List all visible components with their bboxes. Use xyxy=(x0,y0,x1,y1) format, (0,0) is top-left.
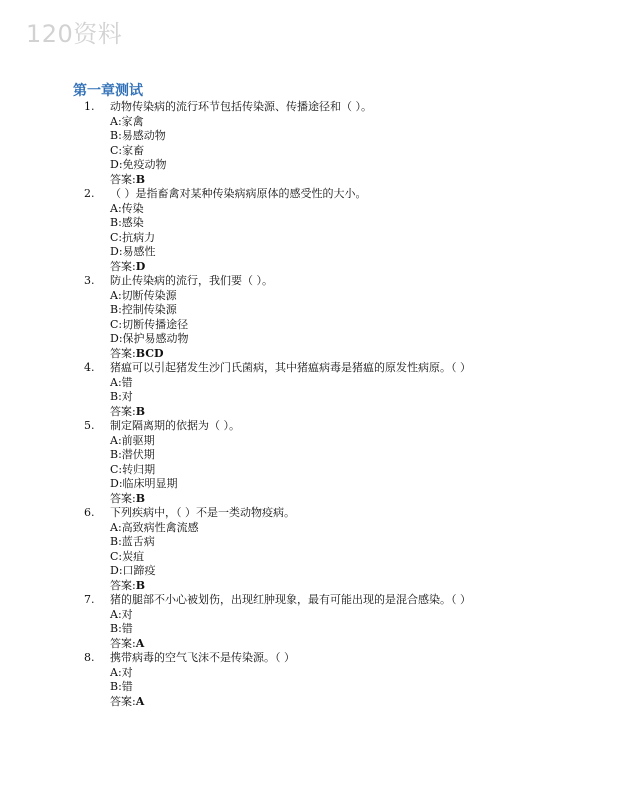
question-text: 猪瘟可以引起猪发生沙门氏菌病，其中猪瘟病毒是猪瘟的原发性病原。（ ） xyxy=(110,361,471,374)
answer-option: B:对 xyxy=(110,390,133,403)
answer-value: B xyxy=(135,491,146,505)
question-text: 制定隔离期的依据为（ ）。 xyxy=(110,419,240,432)
answer-value: B xyxy=(135,578,146,592)
answer-line xyxy=(0,347,618,362)
answer-option: B:潜伏期 xyxy=(110,448,155,461)
question-item xyxy=(0,274,618,361)
answer-label: 答案: xyxy=(110,694,136,708)
answer-option: D:口蹄疫 xyxy=(110,564,156,577)
answer-line xyxy=(0,579,618,594)
answer-option: B:错 xyxy=(110,622,133,635)
answer-label: 答案: xyxy=(110,636,136,650)
question-text: 动物传染病的流行环节包括传染源、传播途径和（ ）。 xyxy=(110,100,372,113)
watermark: 120资料 xyxy=(26,20,123,48)
answer-option: D:免疫动物 xyxy=(110,158,167,171)
answer-label: 答案: xyxy=(110,259,136,273)
answer-line xyxy=(0,173,618,188)
question-line xyxy=(0,593,618,608)
answer-option: A:传染 xyxy=(110,201,144,215)
question-text: 下列疾病中，（ ）不是一类动物疫病。 xyxy=(110,506,295,519)
question-line xyxy=(0,187,618,202)
answer-value: A xyxy=(135,694,145,708)
question-text: 携带病毒的空气飞沫不是传染源。（ ） xyxy=(110,651,295,664)
question-item xyxy=(0,187,618,274)
question-number: 2. xyxy=(84,187,95,200)
answer-line xyxy=(0,260,618,275)
answer-value: BCD xyxy=(135,346,164,360)
question-line xyxy=(0,419,618,434)
answer-option: A:高致病性禽流感 xyxy=(110,520,199,534)
answer-option: A:家禽 xyxy=(110,114,144,128)
answer-label: 答案: xyxy=(110,346,136,360)
answer-option: B:易感动物 xyxy=(110,129,166,142)
answer-option: A:对 xyxy=(110,665,133,679)
chapter-title: 第一章测试 xyxy=(73,83,143,99)
answer-option: A:错 xyxy=(110,375,133,389)
answer-option: C:家畜 xyxy=(110,143,145,157)
question-line xyxy=(0,506,618,521)
answer-option: D:临床明显期 xyxy=(110,477,178,490)
answer-line xyxy=(0,492,618,507)
answer-option: A:对 xyxy=(110,607,133,621)
question-number: 3. xyxy=(84,274,95,287)
question-text: 防止传染病的流行，我们要（ ）。 xyxy=(110,274,273,287)
question-line xyxy=(0,100,618,115)
question-text: （ ）是指畜禽对某种传染病病原体的感受性的大小。 xyxy=(110,187,367,200)
answer-line xyxy=(0,405,618,420)
answer-option: B:蓝舌病 xyxy=(110,535,155,548)
answer-option: C:转归期 xyxy=(110,462,156,476)
answer-line xyxy=(0,695,618,710)
question-line xyxy=(0,651,618,666)
question-text: 猪的腿部不小心被划伤，出现红肿现象，最有可能出现的是混合感染。（ ） xyxy=(110,593,471,606)
answer-option: A:前驱期 xyxy=(110,433,155,447)
answer-option: B:控制传染源 xyxy=(110,303,177,316)
question-item xyxy=(0,651,618,709)
answer-option: B:错 xyxy=(110,680,133,693)
answer-option: D:保护易感动物 xyxy=(110,332,189,345)
question-number: 6. xyxy=(84,506,95,519)
question-number: 7. xyxy=(84,593,95,606)
answer-label: 答案: xyxy=(110,578,136,592)
answer-option: C:炭疽 xyxy=(110,549,145,563)
question-number: 5. xyxy=(84,419,95,432)
answer-value: B xyxy=(135,404,146,418)
question-number: 8. xyxy=(84,651,95,664)
answer-label: 答案: xyxy=(110,491,136,505)
answer-option: A:切断传染源 xyxy=(110,288,177,302)
question-line xyxy=(0,361,618,376)
question-line xyxy=(0,274,618,289)
answer-value: D xyxy=(135,259,146,273)
answer-label: 答案: xyxy=(110,404,136,418)
question-item xyxy=(0,419,618,506)
question-item xyxy=(0,100,618,187)
answer-label: 答案: xyxy=(110,172,136,186)
answer-value: B xyxy=(135,172,146,186)
answer-line xyxy=(0,637,618,652)
question-item xyxy=(0,506,618,593)
question-item xyxy=(0,593,618,651)
answer-value: A xyxy=(135,636,145,650)
question-number: 1. xyxy=(84,100,95,113)
question-list xyxy=(0,100,618,709)
question-number: 4. xyxy=(84,361,95,374)
question-item xyxy=(0,361,618,419)
answer-option: C:抗病力 xyxy=(110,230,156,244)
answer-option: B:感染 xyxy=(110,216,144,229)
answer-option: D:易感性 xyxy=(110,245,156,258)
answer-option: C:切断传播途径 xyxy=(110,317,189,331)
